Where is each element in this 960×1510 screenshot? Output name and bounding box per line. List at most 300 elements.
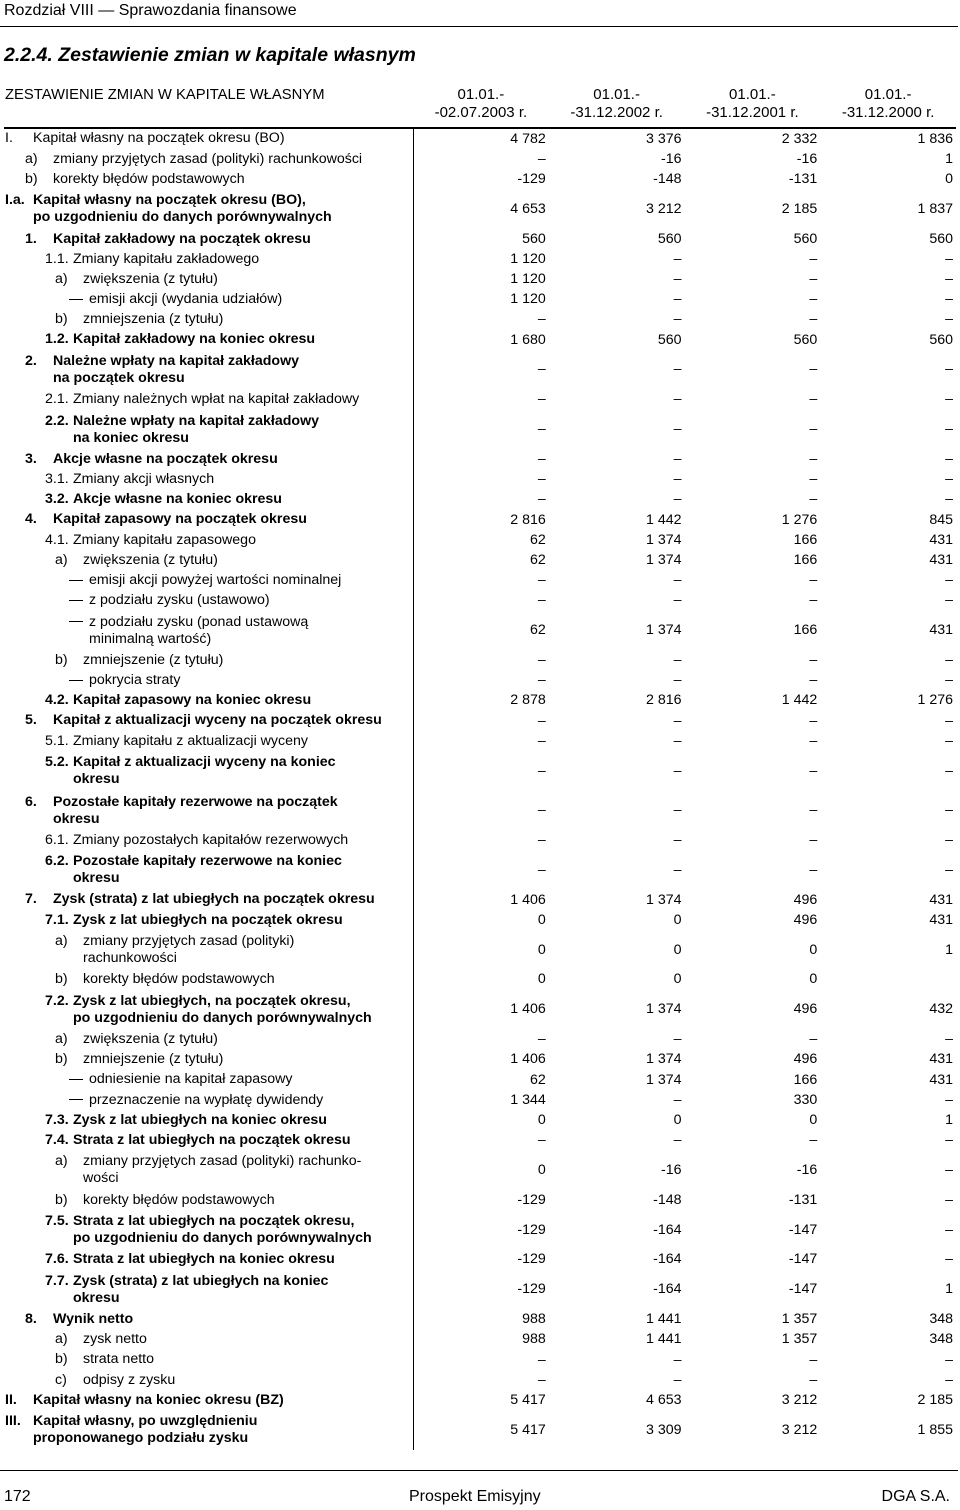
value-cell: – xyxy=(945,592,953,609)
row-label-cell xyxy=(4,671,413,691)
row-number: 7.1. xyxy=(45,911,69,928)
value-cell: – xyxy=(945,1351,953,1368)
value-cell: 432 xyxy=(929,1001,953,1018)
value-cell: 1 442 xyxy=(645,511,682,528)
row-label-cell xyxy=(4,310,413,330)
value-cell: 431 xyxy=(929,622,953,639)
row-number: a) xyxy=(55,1331,68,1348)
row-label-cell xyxy=(4,530,413,550)
value-cell: – xyxy=(945,471,953,488)
value-cell: 1 406 xyxy=(510,1001,546,1018)
row-label: minimalną wartość) xyxy=(89,630,212,647)
table-row xyxy=(4,930,956,970)
value-cell: – xyxy=(537,762,546,779)
table-row xyxy=(4,1050,956,1070)
value-cell: – xyxy=(673,592,682,609)
table-row xyxy=(4,1370,956,1390)
value-cell: 1 680 xyxy=(510,331,546,348)
row-label-cell xyxy=(4,1350,413,1370)
value-cell: – xyxy=(945,491,953,508)
value-cell: – xyxy=(945,802,953,819)
table-row xyxy=(4,671,956,691)
value-cell: -129 xyxy=(517,1221,546,1238)
value-cell: 560 xyxy=(793,331,818,348)
value-cell: – xyxy=(537,1031,546,1048)
value-cell: 431 xyxy=(929,891,953,908)
value-cell: – xyxy=(537,651,546,668)
value-cell: 62 xyxy=(529,622,546,639)
row-label: Kapitał własny na początek okresu (BO) xyxy=(33,130,285,147)
value-cell: – xyxy=(809,592,818,609)
row-label: Zysk (strata) z lat ubiegłych na początek okresu xyxy=(53,891,375,908)
row-label-cell xyxy=(4,1110,413,1130)
row-number: I. xyxy=(5,130,13,147)
value-cell: – xyxy=(673,672,682,689)
value-cell: 2 185 xyxy=(917,1391,953,1408)
value-cell: – xyxy=(945,1132,953,1149)
value-cell: – xyxy=(809,651,818,668)
table-row xyxy=(4,490,956,510)
row-label-cell xyxy=(4,691,413,711)
value-cell: 1 442 xyxy=(781,692,818,709)
table-body xyxy=(4,128,956,1450)
value-cell: 1 836 xyxy=(917,130,953,147)
row-label: rachunkowości xyxy=(83,950,177,967)
row-label: zwiększenia (z tytułu) xyxy=(83,270,218,287)
table-row xyxy=(4,1250,956,1270)
row-label-cell xyxy=(4,470,413,490)
value-cell: – xyxy=(673,732,682,749)
value-cell: -164 xyxy=(653,1251,682,1268)
row-label-cell xyxy=(4,1330,413,1350)
value-cell: – xyxy=(945,831,953,848)
row-label: Zysk z lat ubiegłych na koniec okresu xyxy=(73,1111,327,1128)
value-cell: 1 374 xyxy=(645,551,682,568)
value-cell: – xyxy=(809,250,818,267)
row-label-cell xyxy=(4,791,413,831)
value-cell: – xyxy=(945,311,953,328)
row-label: okresu xyxy=(53,810,100,827)
row-label: po uzgodnieniu do danych porównywalnych xyxy=(73,1230,372,1247)
value-cell: – xyxy=(945,391,953,408)
table-row xyxy=(4,229,956,249)
row-number: b) xyxy=(55,311,68,328)
row-label-cell xyxy=(4,1050,413,1070)
dash-bullet-icon xyxy=(69,1099,83,1100)
value-cell: – xyxy=(945,861,953,878)
row-number: III. xyxy=(5,1413,21,1430)
row-label: Wynik netto xyxy=(53,1311,134,1328)
table-row xyxy=(4,1131,956,1151)
value-cell: 988 xyxy=(522,1311,546,1328)
value-cell: 3 376 xyxy=(645,130,682,147)
value-cell: 5 417 xyxy=(510,1421,546,1438)
value-cell: -147 xyxy=(788,1221,818,1238)
table-row xyxy=(4,530,956,550)
row-label-cell xyxy=(4,149,413,169)
table-row xyxy=(4,169,956,189)
value-cell: 2 185 xyxy=(781,200,818,217)
value-cell: 0 xyxy=(809,941,818,958)
value-cell: 1 374 xyxy=(645,531,682,548)
value-cell: -147 xyxy=(788,1251,818,1268)
table-row xyxy=(4,290,956,310)
row-number: 4. xyxy=(25,511,37,528)
row-label: Pozostałe kapitały rezerwowe na koniec xyxy=(73,853,342,870)
row-label-cell xyxy=(4,851,413,891)
row-number: b) xyxy=(55,1191,68,1208)
row-label-cell xyxy=(4,510,413,530)
value-cell xyxy=(820,970,956,990)
value-cell: 560 xyxy=(929,331,953,348)
table-row xyxy=(4,751,956,791)
value-cell: – xyxy=(809,831,818,848)
row-label-cell xyxy=(4,410,413,450)
table-row xyxy=(4,149,956,169)
value-cell: – xyxy=(537,712,546,729)
value-cell: 330 xyxy=(793,1091,818,1108)
value-cell: 560 xyxy=(522,230,546,247)
value-cell: – xyxy=(809,762,818,779)
value-cell: -16 xyxy=(796,1161,818,1178)
row-label-cell xyxy=(4,169,413,189)
row-label: zmniejszenie (z tytułu) xyxy=(83,1051,224,1068)
value-cell: – xyxy=(673,491,682,508)
value-cell: -16 xyxy=(660,1161,682,1178)
row-number: a) xyxy=(55,270,68,287)
value-cell: 1 374 xyxy=(645,1001,682,1018)
value-cell: – xyxy=(673,471,682,488)
value-cell: 496 xyxy=(793,1001,818,1018)
value-cell: – xyxy=(809,471,818,488)
row-label: korekty błędów podstawowych xyxy=(53,170,245,187)
table-row xyxy=(4,691,956,711)
row-label-cell xyxy=(4,290,413,310)
value-cell: – xyxy=(673,1091,682,1108)
period-end: -31.12.2001 r. xyxy=(706,104,799,121)
row-label: okresu xyxy=(73,771,120,788)
row-label: zmniejszenia (z tytułu) xyxy=(83,311,224,328)
row-label: Kapitał z aktualizacji wyceny na koniec xyxy=(73,754,336,771)
row-label-cell xyxy=(4,751,413,791)
value-cell: 1 xyxy=(945,150,953,167)
row-label-cell xyxy=(4,1310,413,1330)
row-label: z podziału zysku (ustawowo) xyxy=(89,592,270,609)
table-row xyxy=(4,1030,956,1050)
table-row xyxy=(4,550,956,570)
row-label: Zmiany kapitału zakładowego xyxy=(73,250,260,267)
value-cell: – xyxy=(673,572,682,589)
row-label: zwiększenia (z tytułu) xyxy=(83,551,218,568)
value-cell: 166 xyxy=(793,551,818,568)
table-row xyxy=(4,1350,956,1370)
value-cell: – xyxy=(673,1031,682,1048)
table-header-row xyxy=(4,81,956,128)
row-label: Należne wpłaty na kapitał zakładowy xyxy=(53,352,300,369)
value-cell: 496 xyxy=(793,891,818,908)
value-cell: 62 xyxy=(529,1071,546,1088)
row-label: zmiany przyjętych zasad (polityki) xyxy=(83,933,295,950)
value-cell: – xyxy=(945,1031,953,1048)
row-label: Zmiany kapitału z aktualizacji wyceny xyxy=(73,732,308,749)
row-label-cell xyxy=(4,1250,413,1270)
value-cell: 1 374 xyxy=(645,1071,682,1088)
value-cell: 2 332 xyxy=(781,130,818,147)
table-row xyxy=(4,190,956,230)
value-cell: – xyxy=(945,450,953,467)
row-label: zysk netto xyxy=(83,1331,147,1348)
running-header: Rozdział VIII — Sprawozdania finansowe xyxy=(4,2,297,19)
row-label-cell xyxy=(4,128,413,149)
value-cell: 5 417 xyxy=(510,1391,546,1408)
value-cell: 166 xyxy=(793,622,818,639)
value-cell: 431 xyxy=(929,551,953,568)
table-row xyxy=(4,611,956,651)
value-cell: – xyxy=(945,291,953,308)
period-start: 01.01.- xyxy=(593,86,640,103)
row-label: Należne wpłaty na kapitał zakładowy xyxy=(73,412,320,429)
row-label-cell xyxy=(4,890,413,910)
row-number: 3.2. xyxy=(45,491,69,508)
value-cell: – xyxy=(809,361,818,378)
publication-title: Prospekt Emisyjny xyxy=(409,1488,541,1505)
table-row xyxy=(4,591,956,611)
row-label: proponowanego podziału zysku xyxy=(33,1430,249,1447)
value-cell: – xyxy=(673,831,682,848)
value-cell: 4 782 xyxy=(510,130,546,147)
row-number: 7.7. xyxy=(45,1272,69,1289)
row-label-cell xyxy=(4,910,413,930)
row-label-cell xyxy=(4,269,413,289)
value-cell: – xyxy=(809,421,818,438)
row-label-cell xyxy=(4,970,413,990)
value-cell: 1 374 xyxy=(645,891,682,908)
row-label: Zmiany akcji własnych xyxy=(73,471,215,488)
row-label: Strata z lat ubiegłych na początek okresu xyxy=(73,1131,351,1148)
period-start: 01.01.- xyxy=(457,86,505,103)
row-label-cell xyxy=(4,490,413,510)
row-number: II. xyxy=(5,1391,17,1408)
value-cell: – xyxy=(673,861,682,878)
row-label: korekty błędów podstawowych xyxy=(83,1191,275,1208)
value-cell: 431 xyxy=(929,1071,953,1088)
value-cell: – xyxy=(945,250,953,267)
value-cell: -129 xyxy=(517,170,546,187)
value-cell: 1 344 xyxy=(510,1091,546,1108)
value-cell: – xyxy=(673,802,682,819)
value-cell: 1 120 xyxy=(510,250,546,267)
row-label: po uzgodnieniu do danych porównywalnych xyxy=(33,209,332,226)
value-cell: – xyxy=(537,1371,546,1388)
value-cell: 1 406 xyxy=(510,891,546,908)
value-cell: 62 xyxy=(529,531,546,548)
table-row xyxy=(4,1210,956,1250)
value-cell: -129 xyxy=(517,1281,546,1298)
value-cell: -164 xyxy=(653,1281,682,1298)
row-number: 5.2. xyxy=(45,754,69,771)
table-row xyxy=(4,1090,956,1110)
row-label: po uzgodnieniu do danych porównywalnych xyxy=(73,1009,372,1026)
row-label: Zmiany pozostałych kapitałów rezerwowych xyxy=(73,831,349,848)
row-label: Strata z lat ubiegłych na początek okresu, xyxy=(73,1213,355,1230)
value-cell: – xyxy=(537,1132,546,1149)
row-label: Kapitał własny na początek okresu (BO), xyxy=(33,192,306,209)
value-cell: 496 xyxy=(793,911,818,928)
period-header xyxy=(820,81,956,128)
period-end: -31.12.2000 r. xyxy=(841,104,935,121)
header-divider xyxy=(0,26,958,27)
value-cell: – xyxy=(809,732,818,749)
row-label-cell xyxy=(4,611,413,651)
value-cell: 348 xyxy=(929,1331,953,1348)
value-cell: 1 xyxy=(945,1111,953,1128)
value-cell: – xyxy=(945,672,953,689)
value-cell: -148 xyxy=(653,1191,682,1208)
value-cell: – xyxy=(945,572,953,589)
value-cell: – xyxy=(945,1371,953,1388)
row-number: 3. xyxy=(25,450,37,467)
table-row xyxy=(4,310,956,330)
row-number: 6.1. xyxy=(45,831,69,848)
row-label: Zmiany należnych wpłat na kapitał zakładowy xyxy=(73,391,360,408)
value-cell: – xyxy=(673,391,682,408)
value-cell: – xyxy=(809,672,818,689)
row-label: na koniec okresu xyxy=(73,429,189,446)
value-cell: 2 816 xyxy=(510,511,546,528)
row-label: Kapitał zakładowy na koniec okresu xyxy=(73,331,316,348)
value-cell: -164 xyxy=(653,1221,682,1238)
row-label-cell xyxy=(4,1390,413,1410)
row-number: b) xyxy=(25,170,38,187)
table-row xyxy=(4,650,956,670)
row-label-cell xyxy=(4,390,413,410)
row-label-cell xyxy=(4,571,413,591)
row-label-cell xyxy=(4,550,413,570)
table-row xyxy=(4,890,956,910)
value-cell: 0 xyxy=(809,971,818,988)
row-label-cell xyxy=(4,1070,413,1090)
value-cell: 4 653 xyxy=(645,1391,682,1408)
value-cell: 0 xyxy=(537,941,546,958)
value-cell: -129 xyxy=(517,1251,546,1268)
row-label: z podziału zysku (ponad ustawową xyxy=(89,613,309,630)
row-label: Zysk (strata) z lat ubiegłych na koniec xyxy=(73,1272,329,1289)
table-row xyxy=(4,910,956,930)
company-name: DGA S.A. xyxy=(881,1488,950,1505)
value-cell: 0 xyxy=(673,941,682,958)
row-number: 3.1. xyxy=(45,471,69,488)
period-start: 01.01.- xyxy=(729,86,776,103)
value-cell: – xyxy=(673,712,682,729)
row-label-cell xyxy=(4,1151,413,1191)
row-label-cell xyxy=(4,190,413,230)
row-label: Zmiany kapitału zapasowego xyxy=(73,531,256,548)
value-cell: 1 855 xyxy=(917,1421,953,1438)
value-cell: 1 276 xyxy=(781,511,818,528)
row-number: 2.2. xyxy=(45,412,69,429)
equity-changes-table xyxy=(4,81,956,1450)
value-cell: – xyxy=(945,1191,953,1208)
table-row xyxy=(4,1411,956,1451)
value-cell: 1 374 xyxy=(645,1051,682,1068)
value-cell: – xyxy=(809,572,818,589)
table-row xyxy=(4,249,956,269)
value-cell: – xyxy=(673,651,682,668)
value-cell: – xyxy=(537,802,546,819)
value-cell: 1 120 xyxy=(510,271,546,288)
row-number: a) xyxy=(55,1031,68,1048)
value-cell: 348 xyxy=(929,1311,953,1328)
table-row xyxy=(4,1330,956,1350)
value-cell: 0 xyxy=(537,1111,546,1128)
value-cell: 560 xyxy=(657,331,682,348)
value-cell: – xyxy=(809,712,818,729)
table-row xyxy=(4,1151,956,1191)
value-cell: – xyxy=(945,1161,953,1178)
value-cell: – xyxy=(537,450,546,467)
table-row xyxy=(4,1270,956,1310)
row-label-cell xyxy=(4,930,413,970)
value-cell: – xyxy=(945,712,953,729)
dash-bullet-icon xyxy=(69,299,83,300)
value-cell: – xyxy=(673,450,682,467)
value-cell: – xyxy=(809,861,818,878)
value-cell: – xyxy=(537,572,546,589)
row-label: na początek okresu xyxy=(53,369,185,386)
table-row xyxy=(4,1390,956,1410)
row-number: 6.2. xyxy=(45,853,69,870)
row-number: 2. xyxy=(25,352,37,369)
row-number: 7.6. xyxy=(45,1251,69,1268)
value-cell: 3 212 xyxy=(781,1421,818,1438)
row-label: przeznaczenie na wypłatę dywidendy xyxy=(89,1091,324,1108)
dash-bullet-icon xyxy=(69,1079,83,1080)
value-cell: 845 xyxy=(929,511,953,528)
row-number: b) xyxy=(55,1051,68,1068)
value-cell: -131 xyxy=(788,170,818,187)
dash-bullet-icon xyxy=(69,580,83,581)
row-label-cell xyxy=(4,1411,413,1451)
row-label: emisji akcji (wydania udziałów) xyxy=(89,291,283,308)
value-cell: – xyxy=(809,311,818,328)
value-cell: 431 xyxy=(929,531,953,548)
dash-bullet-icon xyxy=(69,600,83,601)
value-cell: – xyxy=(537,831,546,848)
table-row xyxy=(4,990,956,1030)
row-label-cell xyxy=(4,249,413,269)
period-header xyxy=(685,81,821,128)
value-cell: – xyxy=(537,592,546,609)
row-number: I.a. xyxy=(5,192,25,209)
table-row xyxy=(4,449,956,469)
value-cell: – xyxy=(945,1091,953,1108)
row-label: zmiany przyjętych zasad (polityki) rachunkowości xyxy=(53,150,363,167)
period-header xyxy=(549,81,685,128)
row-label-cell xyxy=(4,1210,413,1250)
row-label-cell xyxy=(4,1270,413,1310)
value-cell: – xyxy=(809,291,818,308)
value-cell: – xyxy=(673,1351,682,1368)
row-label: Strata z lat ubiegłych na koniec okresu xyxy=(73,1251,335,1268)
row-label-cell xyxy=(4,711,413,731)
value-cell: -131 xyxy=(788,1191,818,1208)
value-cell: 1 374 xyxy=(645,622,682,639)
table-row xyxy=(4,830,956,850)
row-number: 7. xyxy=(25,891,37,908)
row-label: Zysk z lat ubiegłych na początek okresu xyxy=(73,911,343,928)
value-cell: 560 xyxy=(793,230,818,247)
value-cell: 3 212 xyxy=(645,200,682,217)
